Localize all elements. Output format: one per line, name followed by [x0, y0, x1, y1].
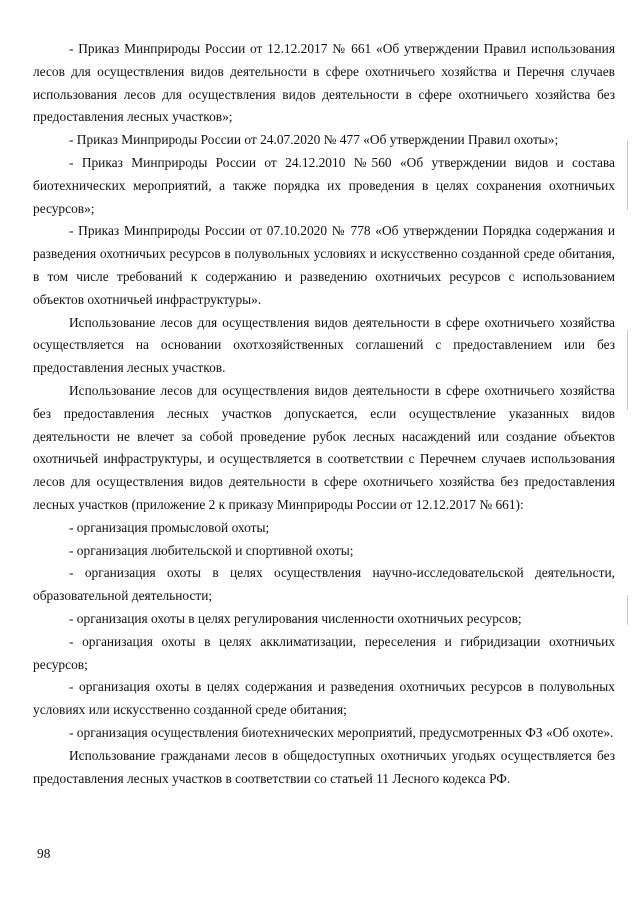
list-item-keeping-breeding: - организация охоты в целях содержания и разведения охотничьих ресурсов в полувольных условиях или искусственно созданной среде обитания;	[33, 679, 615, 718]
list-item-amateur-sport-hunting: - организация любительской и спортивной охоты;	[69, 542, 354, 558]
scan-edge-mark	[627, 140, 628, 210]
document-body	[33, 38, 615, 790]
paragraph-public-hunting-grounds: Использование гражданами лесов в общедоступных охотничьих угодьях осуществляется без предоставления лесных участков в соответствии со статьей 11 Лесного кодекса РФ.	[33, 747, 615, 786]
paragraph-order-477: - Приказ Минприроды России от 24.07.2020 № 477 «Об утверждении Правил охоты»;	[69, 132, 559, 148]
paragraph-forest-use-basis: Использование лесов для осуществления видов деятельности в сфере охотничьего хозяйства осуществляется на основании охотхозяйственных соглашений с предоставлением или без предоставления лесных участков.	[33, 314, 615, 376]
scan-edge-mark	[627, 595, 628, 625]
page-number: 98	[37, 846, 51, 861]
paragraph-forest-use-without-plots: Использование лесов для осуществления видов деятельности в сфере охотничьего хозяйства без предоставления лесных участков допускается, если осуществление указанных видов деятельности не влечет за собой проведение рубок лесных насаждений или создание объектов охотничьей инфраструктуры, и осуществляется в соответствии с Перечнем случаев использования лесов для осуществления видов деятельности в сфере охотничьего хозяйства без предоставления лесных участков (приложение 2 к приказу Минприроды России от 12.12.2017 № 661):	[33, 382, 615, 512]
paragraph-order-778: - Приказ Минприроды России от 07.10.2020 № 778 «Об утверждении Порядка содержания и разведения охотничьих ресурсов в полувольных условиях и искусственно созданной среде обитания, в том числе требований к содержанию и разведению охотничьих ресурсов с использованием объектов охотничьей инфраструктуры».	[33, 223, 615, 307]
list-item-research-hunting: - организация охоты в целях осуществления научно-исследовательской деятельности, образовательной деятельности;	[33, 565, 615, 604]
list-item-acclimatization: - организация охоты в целях акклиматизации, переселения и гибридизации охотничьих ресурсов;	[33, 633, 615, 672]
list-item-commercial-hunting: - организация промысловой охоты;	[69, 519, 270, 535]
scan-edge-mark	[627, 330, 628, 410]
list-item-biotechnical-measures: - организация осуществления биотехнических мероприятий, предусмотренных ФЗ «Об охоте».	[69, 724, 614, 740]
paragraph-order-661: - Приказ Минприроды России от 12.12.2017 № 661 «Об утверждении Правил использования лесов для осуществления видов деятельности в сфере охотничьего хозяйства и Перечня случаев использования лесов для осуществления видов деятельности в сфере охотничьего хозяйства без предоставления лесных участков»;	[33, 41, 615, 125]
paragraph-order-560: - Приказ Минприроды России от 24.12.2010 №560 «Об утверждении видов и состава биотехнических мероприятий, а также порядка их проведения в целях сохранения охотничьих ресурсов»;	[33, 154, 615, 216]
list-item-population-regulation: - организация охоты в целях регулирования численности охотничьих ресурсов;	[69, 610, 522, 626]
